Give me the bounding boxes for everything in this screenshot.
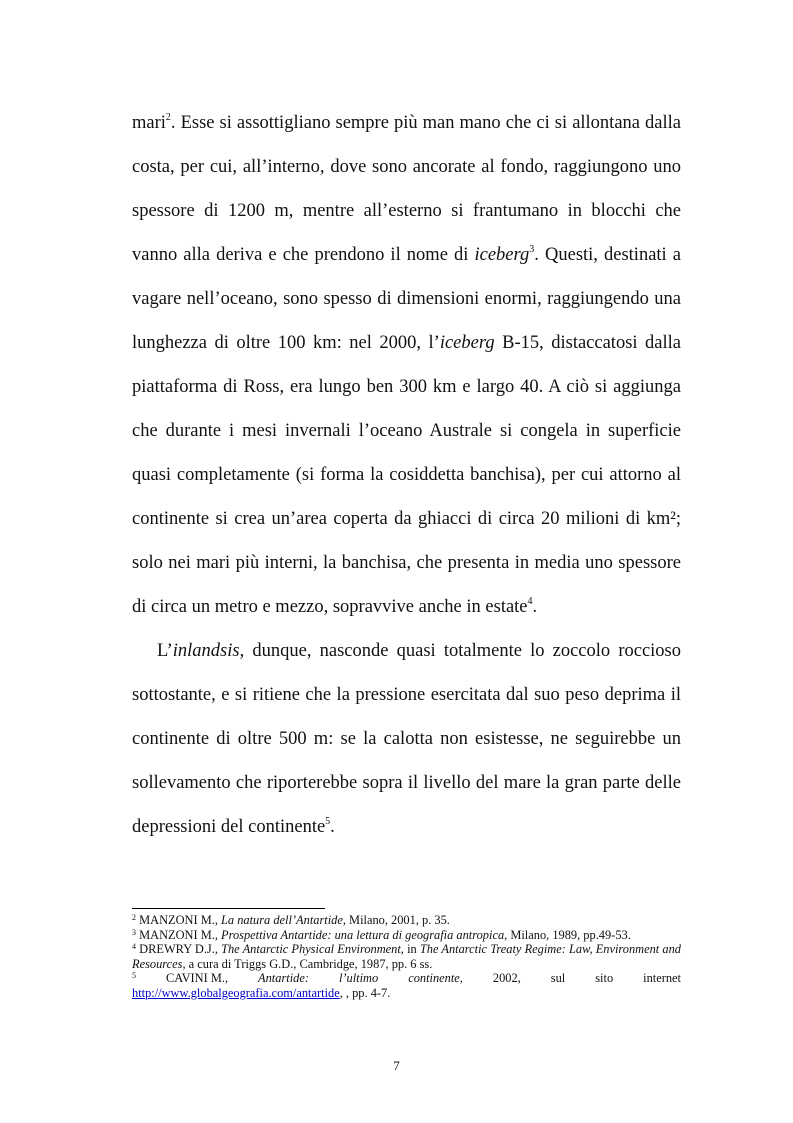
footnote-ref-5[interactable]: 5: [325, 816, 331, 827]
footnote-separator: [132, 908, 325, 909]
main-text: [132, 101, 681, 849]
footnote-ref-4[interactable]: 4: [527, 596, 533, 607]
footnote-2: $^2$ MANZONI M., La natura dell’Antartide, Milano, 2001, p. 35.: [132, 913, 450, 927]
footnote-4: $^4$ DREWRY D.J., The Antarctic Physical Environment, in The Antarctic Treaty Regime: Law, Environment and Resources, a cura di Triggs G.D., Cambridge, 1987, pp. 6 ss.: [132, 942, 681, 971]
footnote-3: $^3$ MANZONI M., Prospettiva Antartide: una lettura di geografia antropica, Milano, 1989, pp.49-53.: [132, 927, 631, 942]
footnote-ref-3[interactable]: 3: [529, 244, 535, 255]
page-number: 7: [393, 1058, 400, 1073]
footnote-5: $^5$ CAVINI M., Antartide: l’ultimo continente, 2002, sul sito internet http://www.globalgeografia.com/antartide, , pp. 4-7.: [132, 971, 681, 1000]
footnotes: [132, 913, 681, 1000]
footnote-ref-2[interactable]: 2: [165, 112, 171, 123]
paragraph-2: L’inlandsis, dunque, nasconde quasi totalmente lo zoccolo roccioso sottostante, e si ritiene che la pressione esercitata dal suo peso deprima il continente di oltre 500 m: se la calotta non esistesse, ne seguirebbe un sollevamento che riporterebbe sopra il livello del mare la gran parte delle depressioni del continente$^5$.: [132, 641, 681, 837]
paragraph-1: mari$^2$. Esse si assottigliano sempre più man mano che ci si allontana dalla costa, per cui, all’interno, dove sono ancorate al fondo, raggiungono uno spessore di 1200 m, mentre all’esterno si frantumano in blocchi che vanno alla deriva e che prendono il nome di iceberg$^3$. Questi, destinati a vagare nell’oceano, sono spesso di dimensioni enormi, raggiungendo una lunghezza di oltre 100 km: nel 2000, l’iceberg B-15, distaccatosi dalla piattaforma di Ross, era lungo ben 300 km e largo 40. A ciò si aggiunga che durante i mesi invernali l’oceano Australe si congela in superficie quasi completamente (si forma la cosiddetta banchisa), per cui attorno al continente si crea un’area coperta da ghiacci di circa 20 milioni di km²; solo nei mari più interni, la banchisa, che presenta in media uno spessore di circa un metro e mezzo, sopravvive anche in estate$^4$.: [132, 112, 681, 617]
footnote-link[interactable]: http://www.globalgeografia.com/antartide: [132, 985, 340, 1000]
